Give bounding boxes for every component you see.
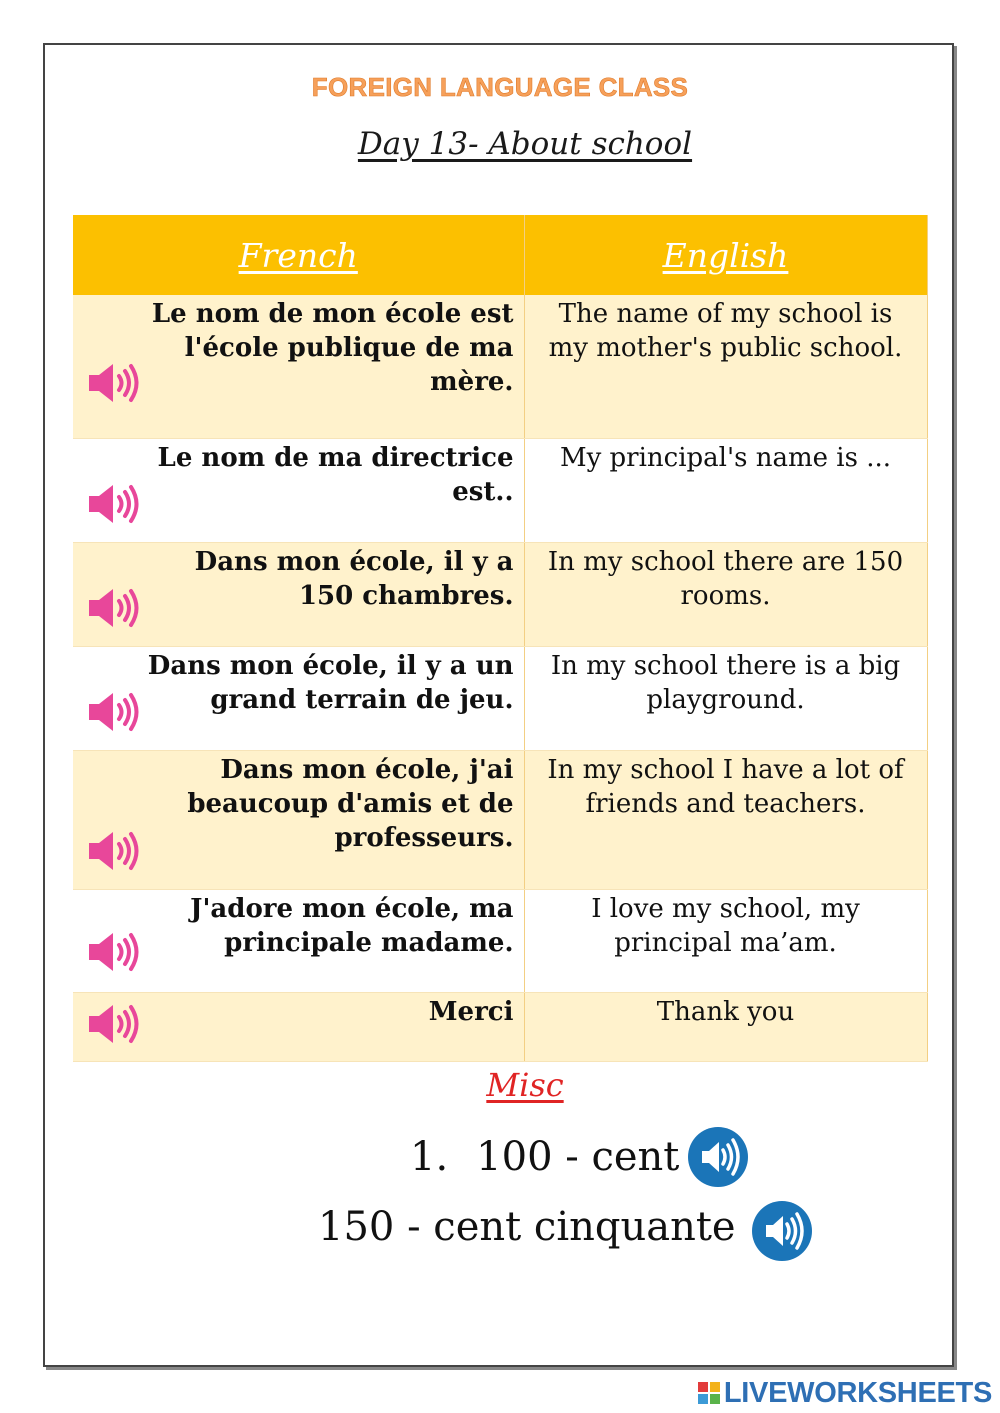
- english-cell: [524, 992, 927, 1061]
- french-cell: [73, 992, 524, 1061]
- french-cell: [73, 889, 524, 992]
- english-cell: [524, 438, 927, 542]
- misc-item-text: 150 - cent cinquante: [318, 1204, 736, 1250]
- speaker-icon[interactable]: [87, 690, 139, 734]
- column-header-english: English: [524, 215, 927, 295]
- english-cell: [524, 889, 927, 992]
- speaker-icon[interactable]: [87, 1002, 139, 1046]
- table-row: [73, 646, 927, 750]
- english-text: In my school there are 150 rooms.: [547, 546, 904, 611]
- english-cell: [524, 295, 927, 438]
- french-cell: [73, 295, 524, 438]
- english-text: I love my school, my principal ma’am.: [591, 893, 860, 958]
- speaker-icon[interactable]: [87, 482, 139, 526]
- misc-item: [318, 1204, 736, 1250]
- liveworksheets-logo-icon: [698, 1382, 720, 1404]
- french-text: Le nom de mon école est l'école publique de ma mère.: [151, 299, 514, 397]
- speaker-icon[interactable]: [87, 829, 139, 873]
- french-text: Dans mon école, il y a 150 chambres.: [194, 546, 514, 611]
- french-text: Le nom de ma directrice est..: [157, 442, 514, 507]
- table-row: [73, 992, 927, 1061]
- brand-name: LIVEWORKSHEETS: [723, 1376, 992, 1409]
- audio-play-icon[interactable]: [752, 1201, 812, 1261]
- english-cell: [524, 750, 927, 889]
- french-text: Dans mon école, j'ai beaucoup d'amis et de professeurs.: [187, 754, 514, 853]
- table-row: [73, 750, 927, 889]
- page-title: FOREIGN LANGUAGE CLASS: [311, 72, 689, 102]
- speaker-icon[interactable]: [87, 930, 139, 974]
- liveworksheets-logo[interactable]: [698, 1376, 992, 1410]
- french-text: J'adore mon école, ma principale madame.: [190, 893, 514, 958]
- english-cell: [524, 646, 927, 750]
- english-text: The name of my school is my mother's public school.: [548, 299, 903, 363]
- french-cell: [73, 438, 524, 542]
- column-header-french: French: [73, 215, 524, 295]
- speaker-icon[interactable]: [87, 586, 139, 630]
- french-text: Dans mon école, il y a un grand terrain de jeu.: [147, 650, 514, 715]
- english-text: Thank you: [656, 996, 795, 1027]
- speaker-icon[interactable]: [87, 361, 139, 405]
- table-header-row: [73, 215, 927, 295]
- french-cell: [73, 542, 524, 646]
- french-text: Merci: [428, 996, 514, 1027]
- misc-item-text: 100 - cent: [476, 1134, 680, 1180]
- misc-heading-text: Misc: [486, 1066, 564, 1104]
- misc-item: [410, 1134, 679, 1180]
- french-cell: [73, 646, 524, 750]
- english-cell: [524, 542, 927, 646]
- table-row: [73, 295, 927, 438]
- english-text: My principal's name is ...: [559, 442, 892, 473]
- table-row: [73, 542, 927, 646]
- page-subtitle: [0, 126, 1000, 162]
- english-text: In my school I have a lot of friends and teachers.: [547, 754, 904, 819]
- table-row: [73, 889, 927, 992]
- misc-heading: [0, 1066, 1000, 1104]
- subtitle-text: Day 13- About school: [357, 126, 693, 162]
- misc-item-number: 1.: [410, 1134, 449, 1180]
- french-cell: [73, 750, 524, 889]
- english-text: In my school there is a big playground.: [550, 650, 901, 715]
- table-row: [73, 438, 927, 542]
- vocabulary-table: [73, 215, 928, 1062]
- audio-play-icon[interactable]: [688, 1127, 748, 1187]
